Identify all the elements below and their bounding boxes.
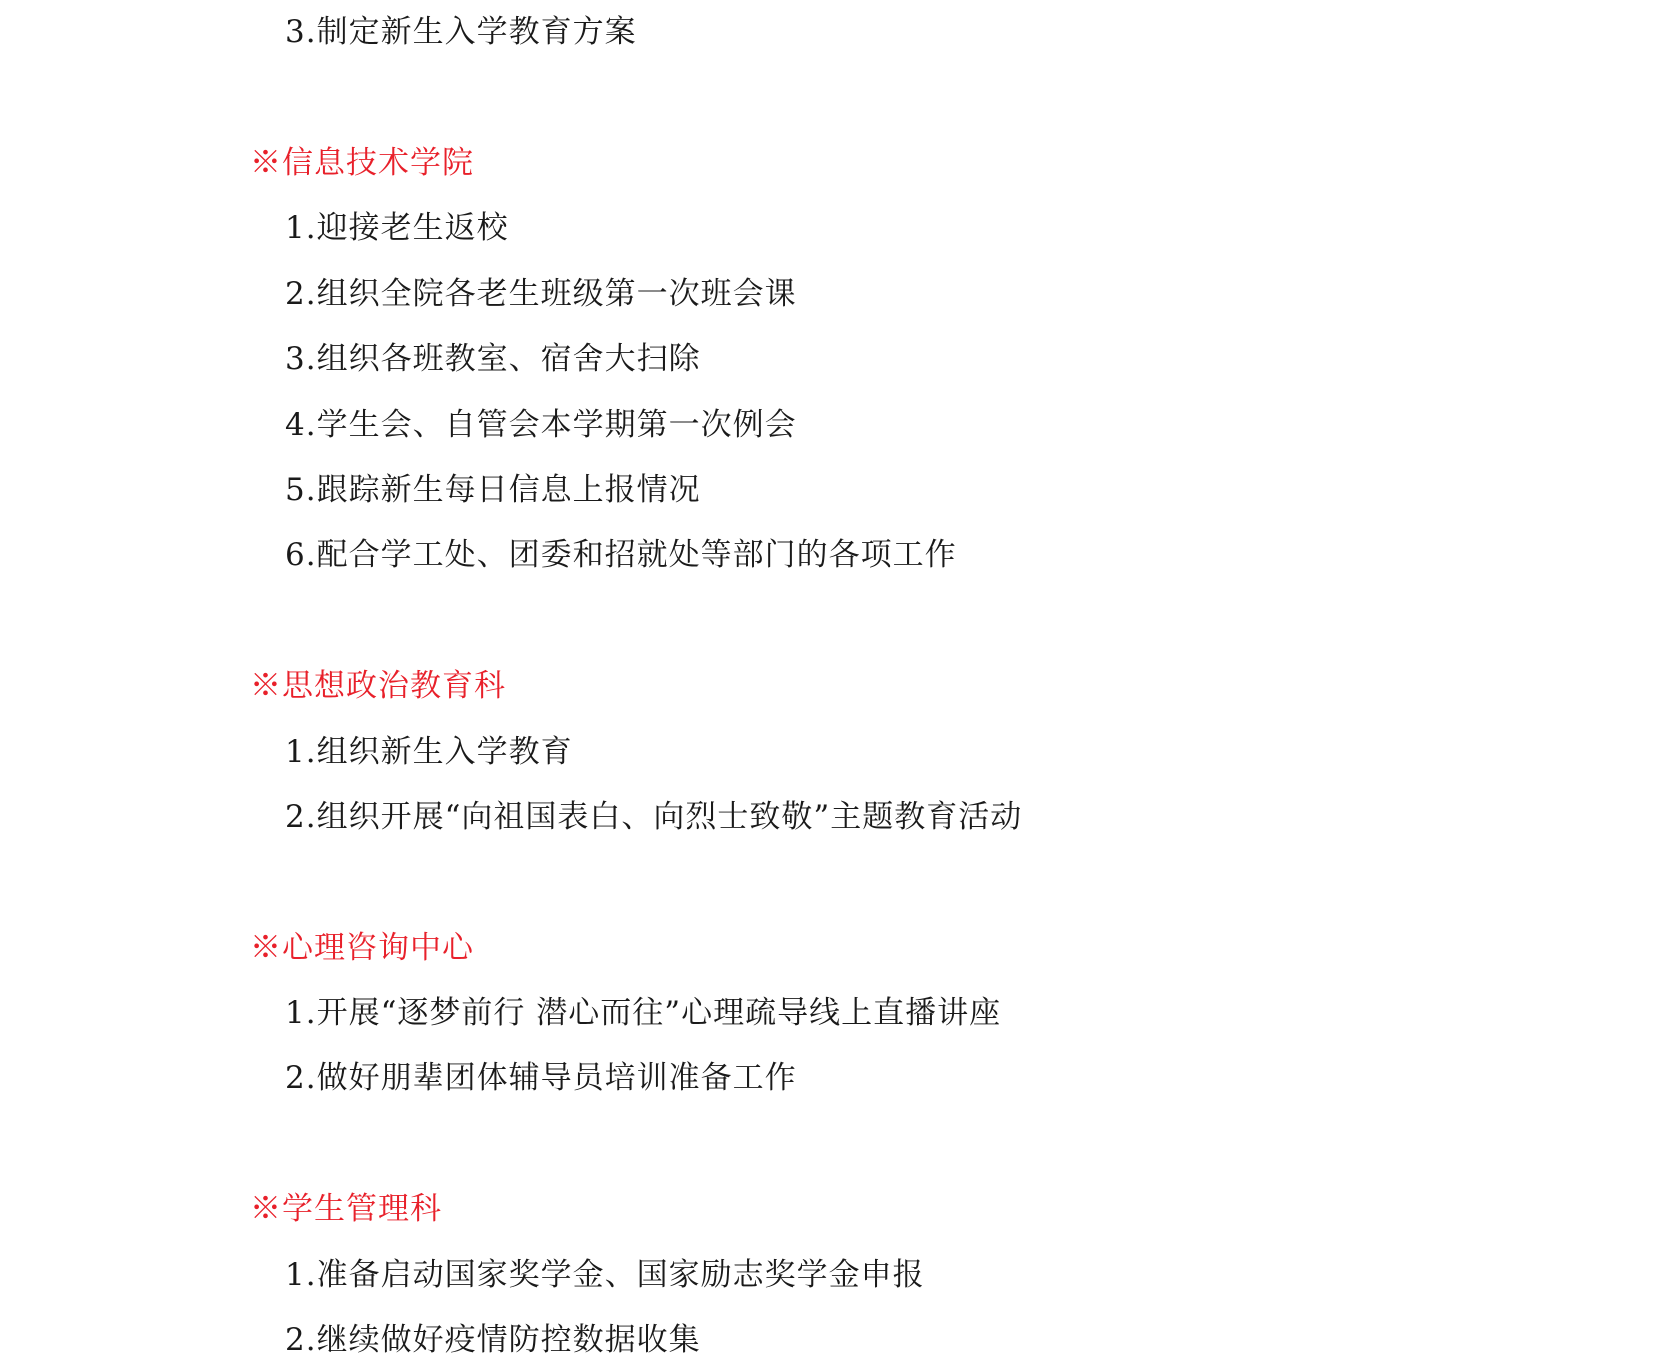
list-item: 2.做好朋辈团体辅导员培训准备工作 xyxy=(285,1060,797,1096)
list-item: 2.组织全院各老生班级第一次班会课 xyxy=(285,276,797,312)
list-item: 2.组织开展“向祖国表白、向烈士致敬”主题教育活动 xyxy=(285,799,1023,835)
list-item: 1.开展“逐梦前行 潜心而往”心理疏导线上直播讲座 xyxy=(285,995,1002,1031)
list-item: 2.继续做好疫情防控数据收集 xyxy=(285,1322,701,1358)
section-heading-info-tech: ※信息技术学院 xyxy=(250,145,474,181)
list-item: 1.准备启动国家奖学金、国家励志奖学金申报 xyxy=(285,1257,925,1293)
list-item: 3.组织各班教室、宿舍大扫除 xyxy=(285,341,701,377)
section-heading-student-management: ※学生管理科 xyxy=(250,1191,442,1227)
section-heading-counseling: ※心理咨询中心 xyxy=(250,930,474,966)
list-item: 1.组织新生入学教育 xyxy=(285,734,573,770)
list-item: 4.学生会、自管会本学期第一次例会 xyxy=(285,407,797,443)
list-item: 1.迎接老生返校 xyxy=(285,210,509,246)
list-item-intro: 3.制定新生入学教育方案 xyxy=(285,14,637,50)
section-heading-ideology: ※思想政治教育科 xyxy=(250,668,506,704)
list-item: 5.跟踪新生每日信息上报情况 xyxy=(285,472,701,508)
list-item: 6.配合学工处、团委和招就处等部门的各项工作 xyxy=(285,537,957,573)
